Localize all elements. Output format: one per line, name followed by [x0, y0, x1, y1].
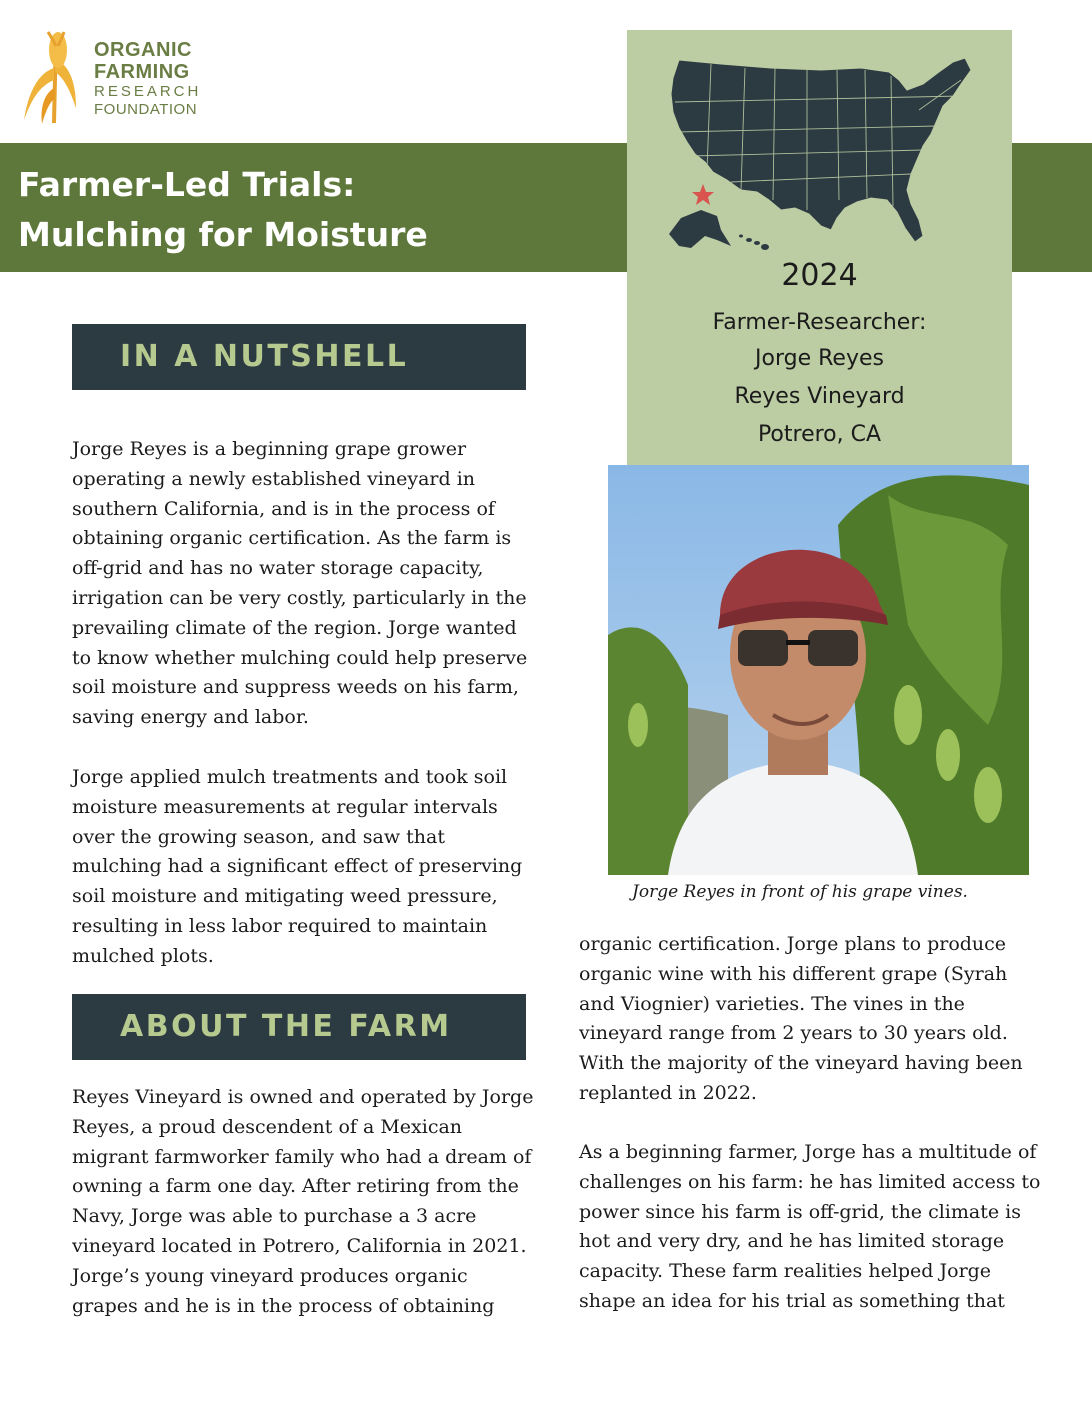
farmer-photo — [608, 465, 1029, 875]
info-panel — [627, 30, 1012, 465]
farm-name: Reyes Vineyard — [734, 384, 905, 409]
about-paragraph-2: organic certification. Jorge plans to produce organic wine with his different grape (Syrah and Viognier) varieties. The vines in the vineyard range from 2 years to 30 years old. With the majority of the vineyard having been replanted in 2022. — [579, 933, 1023, 1104]
farmer-name: Jorge Reyes — [755, 346, 884, 371]
corn-stalk-icon — [18, 28, 88, 128]
role-label: Farmer-Researcher: — [712, 310, 927, 335]
trial-year: 2024 — [781, 258, 858, 293]
us-map-icon — [661, 50, 981, 250]
section-title-nutshell: IN A NUTSHELL — [120, 339, 409, 374]
about-paragraph-3: As a beginning farmer, Jorge has a multitude of challenges on his farm: he has limited access to power since his farm is off-grid, the climate is hot and very dry, and he has limited storage capacity. These farm realities helped Jorge shape an idea for his trial as something that — [579, 1141, 1041, 1312]
logo-line-farming: FARMING — [94, 61, 190, 83]
nutshell-paragraph-2: Jorge applied mulch treatments and took soil moisture measurements at regular intervals over the growing season, and saw that mulching had a significant effect of preserving soil moisture and mitigating weed pressure, resulting in less labor required to maintain mulched plots. — [72, 766, 523, 967]
nutshell-paragraph-1: Jorge Reyes is a beginning grape grower operating a newly established vineyard in southern California, and is in the process of obtaining organic certification. As the farm is off-grid and has no water storage capacity, irrigation can be very costly, particularly in the prevailing climate of the region. Jorge wanted to know whether mulching could help preserve soil moisture and suppress weeds on his farm, saving energy and labor. — [72, 438, 528, 729]
title-line-1: Farmer-Led Trials: — [18, 165, 356, 204]
logo-text — [94, 40, 201, 117]
farm-location: Potrero, CA — [757, 422, 882, 447]
page-title — [18, 160, 428, 260]
about-paragraph-1: Reyes Vineyard is owned and operated by Jorge Reyes, a proud descendent of a Mexican migrant farmworker family who had a dream of owning a farm one day. After retiring from the Navy, Jorge was able to purchase a 3 acre vineyard located in Potrero, California in 2021. Jorge’s young vineyard produces organic grapes and he is in the process of obtaining — [72, 1086, 534, 1317]
logo-line-foundation: FOUNDATION — [94, 101, 198, 118]
section-header-about — [72, 994, 526, 1060]
logo-line-organic: ORGANIC — [94, 39, 192, 61]
title-line-2: Mulching for Moisture — [18, 215, 428, 254]
photo-caption: Jorge Reyes in front of his grape vines. — [632, 882, 968, 902]
star-marker-icon — [692, 184, 714, 205]
section-title-about: ABOUT THE FARM — [120, 1009, 452, 1044]
section-header-nutshell — [72, 324, 526, 390]
logo-line-research: RESEARCH — [94, 83, 202, 100]
